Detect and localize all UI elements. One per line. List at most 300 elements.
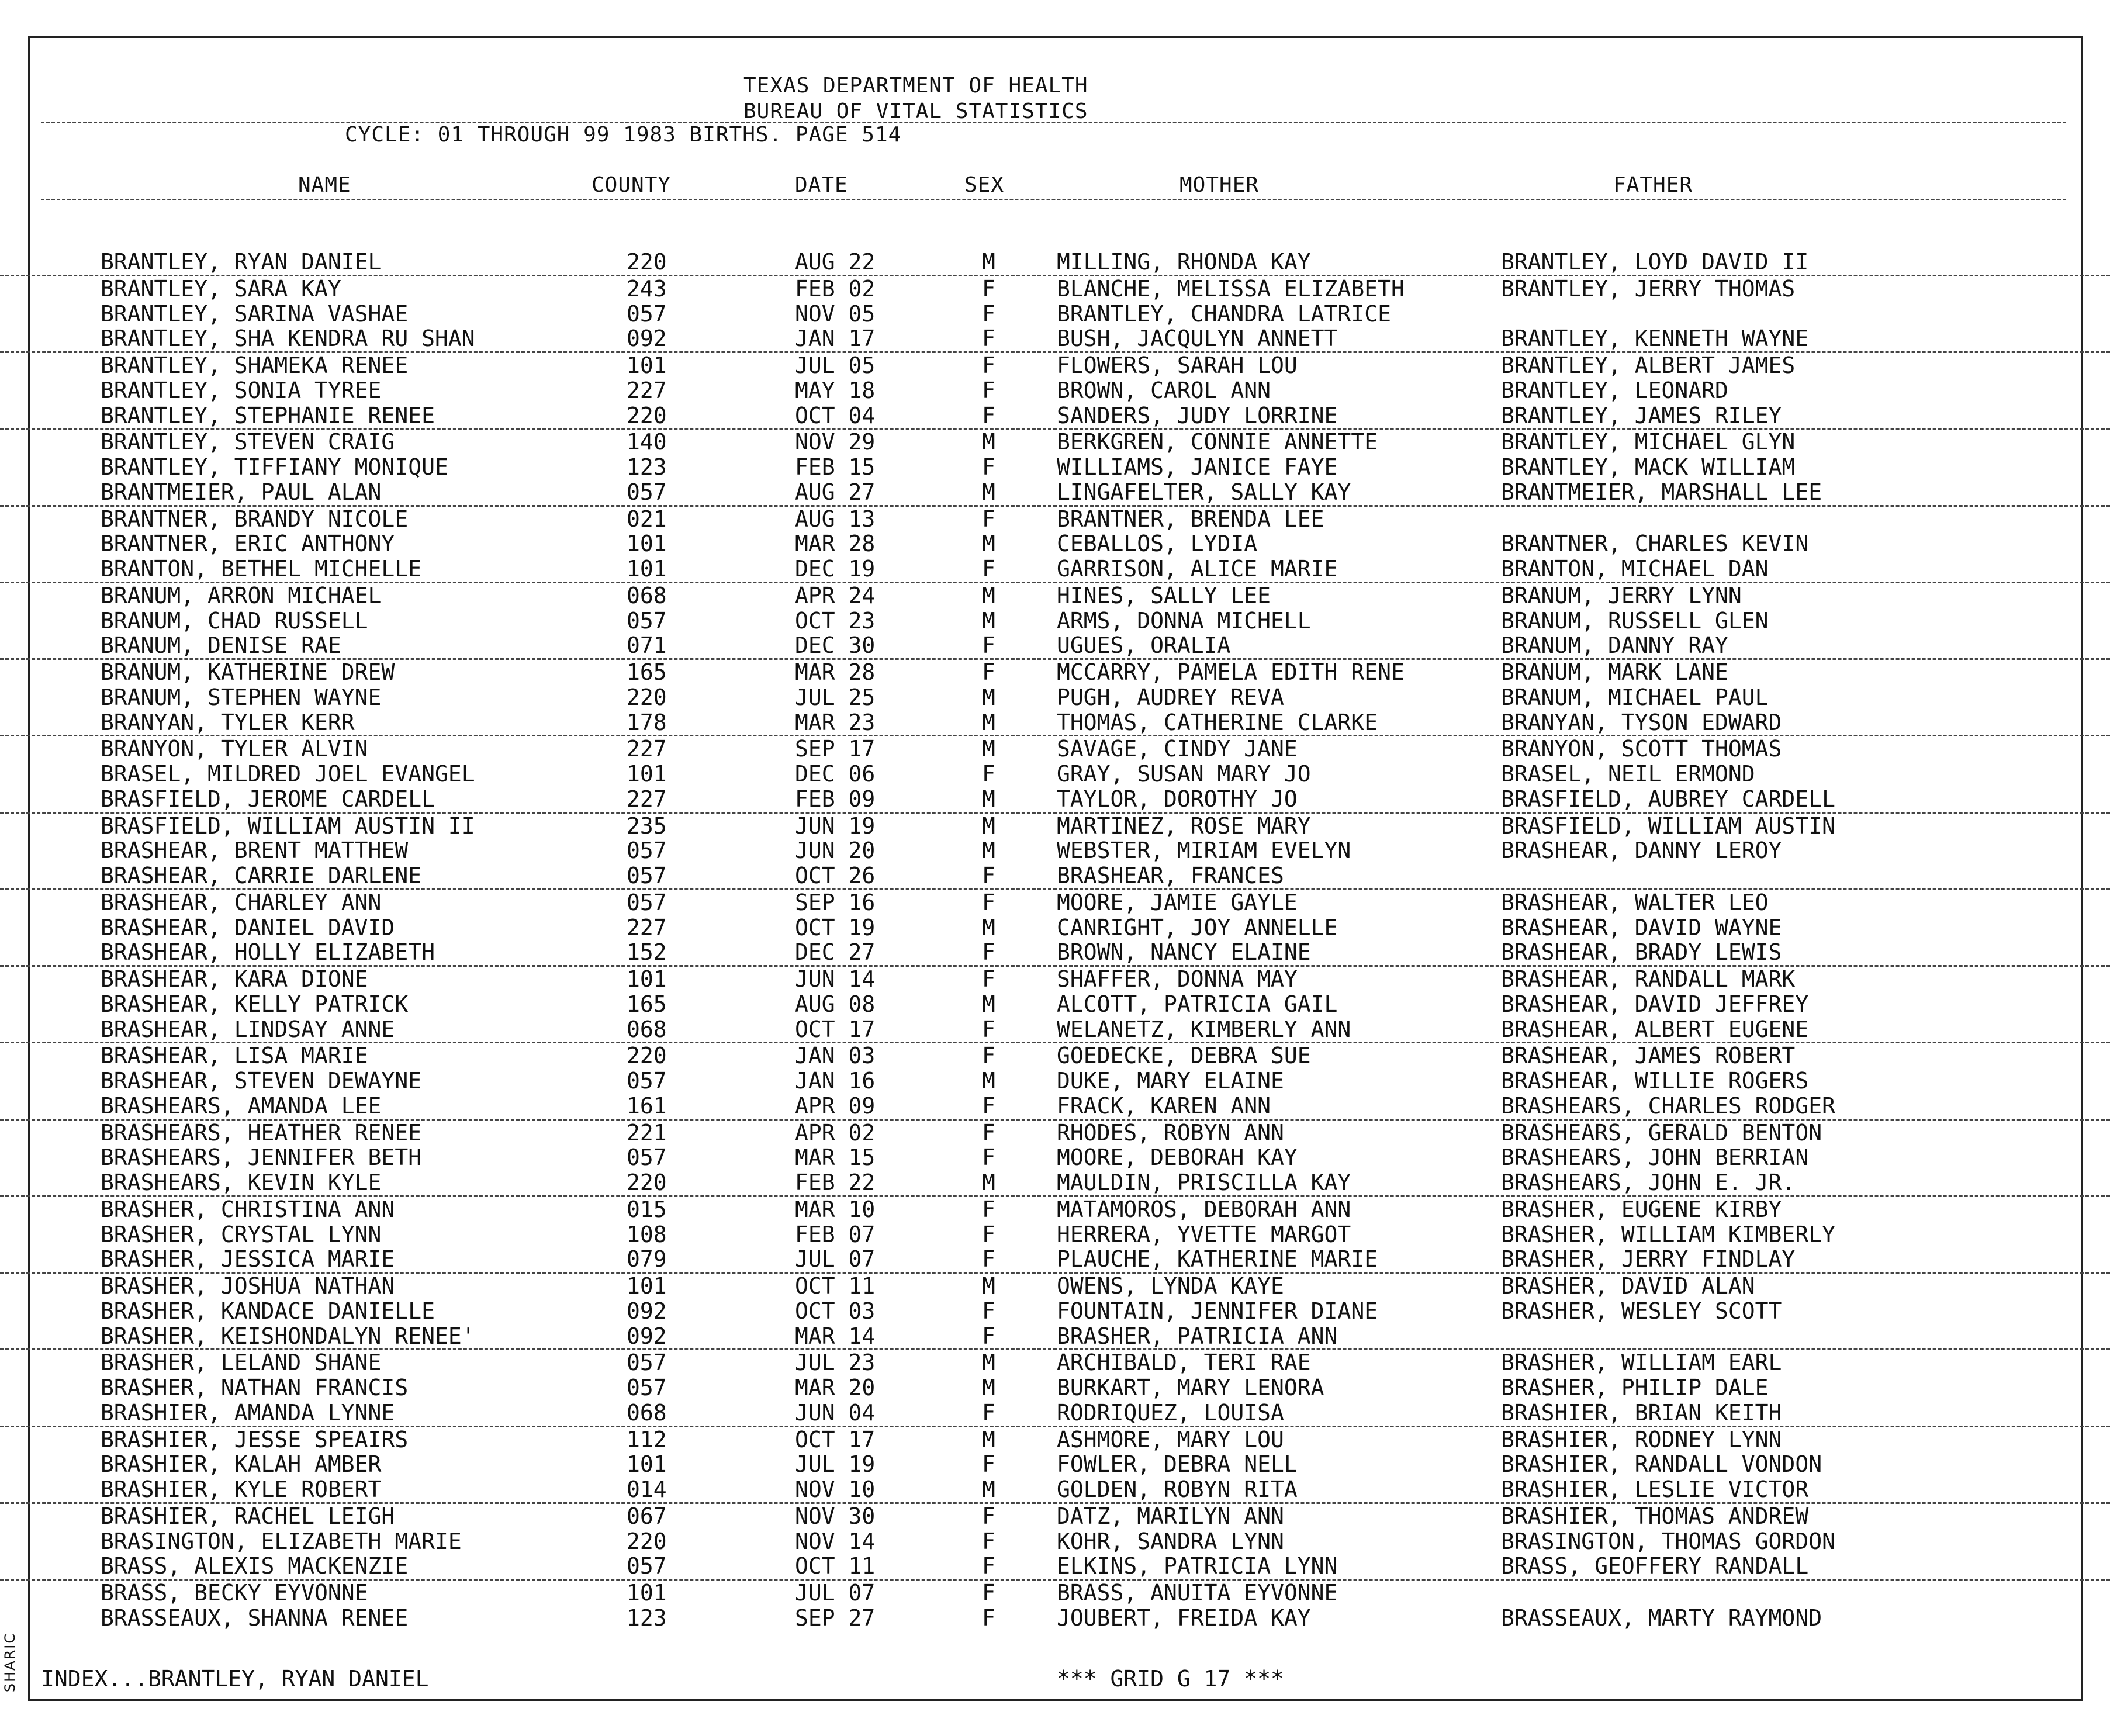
index-footer: INDEX...BRANTLEY, RYAN DANIEL (41, 1666, 429, 1692)
record-name: BRASHEAR, CHARLEY ANN (101, 889, 382, 915)
record-county: 140 (627, 429, 667, 455)
record-date: JUN 19 (795, 812, 876, 839)
record-father: BRASHEARS, CHARLES RODGER (1501, 1092, 1835, 1119)
record-father: BRANTLEY, MACK WILLIAM (1501, 454, 1796, 480)
record-row (0, 1400, 2110, 1427)
record-sex: F (982, 966, 995, 992)
record-father: BRASHIER, BRIAN KEITH (1501, 1399, 1782, 1426)
record-name: BRASHIER, KYLE ROBERT (101, 1476, 382, 1502)
record-county: 068 (627, 1399, 667, 1426)
record-father: BRANTNER, CHARLES KEVIN (1501, 531, 1809, 557)
record-father: BRASHEAR, BRADY LEWIS (1501, 939, 1782, 966)
record-mother: WILLIAMS, JANICE FAYE (1057, 454, 1338, 480)
record-name: BRANTLEY, SONIA TYREE (101, 377, 382, 403)
records-list (0, 250, 2110, 1631)
record-sex: M (982, 914, 995, 940)
record-name: BRASHER, JESSICA MARIE (101, 1246, 395, 1272)
record-date: SEP 16 (795, 889, 876, 915)
record-row (0, 1121, 2110, 1146)
record-date: FEB 09 (795, 786, 876, 812)
record-mother: BRASHER, PATRICIA ANN (1057, 1323, 1338, 1349)
record-mother: SAVAGE, CINDY JANE (1057, 736, 1298, 762)
record-row (0, 480, 2110, 507)
record-mother: DUKE, MARY ELAINE (1057, 1068, 1284, 1094)
record-sex: M (982, 1170, 995, 1195)
record-date: FEB 22 (795, 1170, 876, 1195)
record-county: 123 (627, 454, 667, 480)
record-sex: F (982, 300, 995, 327)
record-county: 057 (627, 1350, 667, 1376)
record-county: 015 (627, 1196, 667, 1222)
record-date: SEP 17 (795, 736, 876, 762)
record-sex: M (982, 1476, 995, 1502)
record-sex: F (982, 1451, 995, 1478)
record-row (0, 1606, 2110, 1631)
record-father: BRASHEARS, JOHN E. JR. (1501, 1170, 1796, 1195)
record-mother: LINGAFELTER, SALLY KAY (1057, 479, 1351, 505)
record-mother: RODRIQUEZ, LOUISA (1057, 1399, 1284, 1426)
record-row (0, 1350, 2110, 1375)
record-mother: MARTINEZ, ROSE MARY (1057, 812, 1311, 839)
record-name: BRASHER, CHRISTINA ANN (101, 1196, 395, 1222)
record-name: BRASFIELD, JEROME CARDELL (101, 786, 435, 812)
record-row (0, 838, 2110, 863)
record-name: BRASHEAR, KELLY PATRICK (101, 991, 409, 1017)
record-row (0, 556, 2110, 583)
column-header-rule (41, 199, 2066, 200)
record-date: JAN 16 (795, 1068, 876, 1094)
record-sex: F (982, 863, 995, 888)
record-date: NOV 29 (795, 429, 876, 455)
record-date: FEB 02 (795, 275, 876, 302)
record-row (0, 1145, 2110, 1170)
record-row (0, 1094, 2110, 1121)
record-county: 227 (627, 786, 667, 812)
record-father: BRASHEAR, DANNY LEROY (1501, 838, 1782, 864)
record-date: JUL 07 (795, 1246, 876, 1272)
record-row (0, 633, 2110, 660)
record-mother: UGUES, ORALIA (1057, 632, 1231, 659)
record-father: BRANYAN, TYSON EDWARD (1501, 709, 1782, 735)
record-mother: SANDERS, JUDY LORRINE (1057, 402, 1338, 428)
record-name: BRANTNER, ERIC ANTHONY (101, 531, 395, 557)
record-row (0, 1324, 2110, 1351)
record-mother: BLANCHE, MELISSA ELIZABETH (1057, 275, 1405, 302)
record-row (0, 1452, 2110, 1477)
record-sex: M (982, 812, 995, 839)
record-county: 161 (627, 1092, 667, 1119)
record-county: 057 (627, 863, 667, 888)
record-county: 227 (627, 914, 667, 940)
cycle-line: CYCLE: 01 THROUGH 99 1983 BIRTHS. PAGE 514 (345, 123, 902, 147)
record-father: BRANUM, MARK LANE (1501, 659, 1728, 685)
record-name: BRASHER, LELAND SHANE (101, 1350, 382, 1376)
record-county: 057 (627, 838, 667, 864)
record-row (0, 608, 2110, 634)
record-sex: F (982, 377, 995, 403)
record-father: BRANUM, RUSSELL GLEN (1501, 607, 1769, 634)
record-name: BRANTLEY, RYAN DANIEL (101, 249, 382, 275)
record-name: BRASHEAR, DANIEL DAVID (101, 914, 395, 940)
record-name: BRANTON, BETHEL MICHELLE (101, 556, 422, 582)
record-father: BRASHER, EUGENE KIRBY (1501, 1196, 1782, 1222)
record-sex: M (982, 838, 995, 864)
record-mother: HERRERA, YVETTE MARGOT (1057, 1221, 1351, 1247)
record-sex: F (982, 1298, 995, 1324)
record-name: BRASHEARS, JENNIFER BETH (101, 1144, 422, 1171)
column-header-sex: SEX (964, 173, 1005, 197)
record-father: BRANTON, MICHAEL DAN (1501, 556, 1769, 582)
record-date: APR 24 (795, 582, 876, 608)
record-date: FEB 07 (795, 1221, 876, 1247)
record-sex: F (982, 1580, 995, 1606)
record-mother: MAULDIN, PRISCILLA KAY (1057, 1170, 1351, 1195)
record-name: BRANUM, KATHERINE DREW (101, 659, 395, 685)
record-row (0, 1197, 2110, 1222)
record-name: BRANTLEY, SARINA VASHAE (101, 300, 409, 327)
record-father: BRASS, GEOFFERY RANDALL (1501, 1553, 1809, 1579)
record-name: BRASFIELD, WILLIAM AUSTIN II (101, 812, 475, 839)
side-label-text: SHARIC (2, 1632, 19, 1693)
record-father: BRANTLEY, LEONARD (1501, 377, 1728, 403)
record-name: BRANTLEY, TIFFIANY MONIQUE (101, 454, 448, 480)
record-name: BRANTLEY, STEVEN CRAIG (101, 429, 395, 455)
record-row (0, 915, 2110, 940)
record-sex: F (982, 761, 995, 787)
record-sex: F (982, 402, 995, 428)
record-county: 101 (627, 352, 667, 378)
record-county: 021 (627, 506, 667, 532)
record-mother: RHODES, ROBYN ANN (1057, 1119, 1284, 1146)
record-father: BRANTLEY, KENNETH WAYNE (1501, 326, 1809, 352)
record-row (0, 531, 2110, 556)
record-sex: F (982, 454, 995, 480)
record-sex: M (982, 684, 995, 710)
column-header-date: DATE (795, 173, 848, 197)
record-sex: F (982, 1323, 995, 1349)
record-county: 092 (627, 1298, 667, 1324)
record-date: AUG 27 (795, 479, 876, 505)
record-county: 165 (627, 659, 667, 685)
record-father: BRANTLEY, JAMES RILEY (1501, 402, 1782, 428)
record-father: BRASFIELD, AUBREY CARDELL (1501, 786, 1835, 812)
record-name: BRASS, BECKY EYVONNE (101, 1580, 368, 1606)
record-sex: F (982, 556, 995, 582)
record-date: NOV 14 (795, 1528, 876, 1554)
record-mother: TAYLOR, DOROTHY JO (1057, 786, 1298, 812)
record-father: BRASHEAR, DAVID WAYNE (1501, 914, 1782, 940)
record-county: 221 (627, 1119, 667, 1146)
record-county: 057 (627, 479, 667, 505)
record-county: 057 (627, 607, 667, 634)
record-name: BRANTLEY, SHA KENDRA RU SHAN (101, 326, 475, 352)
record-row (0, 276, 2110, 302)
record-date: APR 02 (795, 1119, 876, 1146)
record-county: 079 (627, 1246, 667, 1272)
record-sex: F (982, 1399, 995, 1426)
record-sex: F (982, 326, 995, 352)
record-father: BRASHIER, LESLIE VICTOR (1501, 1476, 1809, 1502)
record-sex: M (982, 1273, 995, 1299)
record-county: 092 (627, 1323, 667, 1349)
record-name: BRASEL, MILDRED JOEL EVANGEL (101, 761, 475, 787)
record-date: FEB 15 (795, 454, 876, 480)
record-name: BRANTLEY, SARA KAY (101, 275, 341, 302)
record-sex: F (982, 1092, 995, 1119)
record-mother: ELKINS, PATRICIA LYNN (1057, 1553, 1338, 1579)
record-name: BRANUM, DENISE RAE (101, 632, 341, 659)
record-date: JUN 14 (795, 966, 876, 992)
record-date: MAR 28 (795, 659, 876, 685)
record-mother: BERKGREN, CONNIE ANNETTE (1057, 429, 1378, 455)
record-date: NOV 10 (795, 1476, 876, 1502)
record-row (0, 736, 2110, 762)
record-row (0, 583, 2110, 608)
record-father: BRASHER, WILLIAM KIMBERLY (1501, 1221, 1835, 1247)
record-father: BRASSEAUX, MARTY RAYMOND (1501, 1604, 1822, 1631)
record-sex: F (982, 1119, 995, 1146)
record-name: BRASS, ALEXIS MACKENZIE (101, 1553, 409, 1579)
record-sex: F (982, 1246, 995, 1272)
record-date: OCT 11 (795, 1553, 876, 1579)
record-row (0, 1017, 2110, 1044)
record-father: BRASHER, DAVID ALAN (1501, 1273, 1755, 1299)
record-row (0, 1477, 2110, 1504)
record-name: BRANUM, CHAD RUSSELL (101, 607, 368, 634)
record-sex: F (982, 1221, 995, 1247)
record-date: OCT 19 (795, 914, 876, 940)
record-sex: F (982, 1196, 995, 1222)
record-county: 235 (627, 812, 667, 839)
record-county: 101 (627, 556, 667, 582)
record-father: BRASHER, PHILIP DALE (1501, 1375, 1769, 1400)
record-row (0, 992, 2110, 1017)
record-mother: ASHMORE, MARY LOU (1057, 1426, 1284, 1453)
record-date: DEC 27 (795, 939, 876, 966)
record-county: 101 (627, 1451, 667, 1478)
record-mother: FOUNTAIN, JENNIFER DIANE (1057, 1298, 1378, 1324)
record-row (0, 1581, 2110, 1606)
record-name: BRASHEARS, KEVIN KYLE (101, 1170, 382, 1195)
record-mother: MOORE, DEBORAH KAY (1057, 1144, 1298, 1171)
record-sex: F (982, 506, 995, 532)
record-father: BRANTLEY, LOYD DAVID II (1501, 249, 1809, 275)
record-county: 101 (627, 531, 667, 557)
record-row (0, 1375, 2110, 1400)
record-sex: M (982, 1068, 995, 1094)
record-row (0, 890, 2110, 915)
record-father: BRASHEARS, GERALD BENTON (1501, 1119, 1822, 1146)
record-date: DEC 19 (795, 556, 876, 582)
record-date: AUG 08 (795, 991, 876, 1017)
record-name: BRASSEAUX, SHANNA RENEE (101, 1604, 409, 1631)
record-name: BRANUM, ARRON MICHAEL (101, 582, 382, 608)
record-mother: CEBALLOS, LYDIA (1057, 531, 1258, 557)
record-date: SEP 27 (795, 1604, 876, 1631)
record-county: 112 (627, 1426, 667, 1453)
record-name: BRASHIER, KALAH AMBER (101, 1451, 382, 1478)
record-mother: ARCHIBALD, TERI RAE (1057, 1350, 1311, 1376)
record-county: 165 (627, 991, 667, 1017)
record-row (0, 353, 2110, 378)
column-header-county: COUNTY (592, 173, 672, 197)
record-date: AUG 13 (795, 506, 876, 532)
record-date: APR 09 (795, 1092, 876, 1119)
record-county: 152 (627, 939, 667, 966)
record-father: BRASHEAR, ALBERT EUGENE (1501, 1016, 1809, 1042)
record-sex: F (982, 1604, 995, 1631)
record-sex: M (982, 607, 995, 634)
record-name: BRASHER, JOSHUA NATHAN (101, 1273, 395, 1299)
record-date: DEC 30 (795, 632, 876, 659)
record-mother: GOLDEN, ROBYN RITA (1057, 1476, 1298, 1502)
record-row (0, 660, 2110, 685)
header-subtitle: BUREAU OF VITAL STATISTICS (743, 99, 1088, 123)
record-father: BRASHEAR, RANDALL MARK (1501, 966, 1796, 992)
record-mother: GARRISON, ALICE MARIE (1057, 556, 1338, 582)
record-sex: M (982, 736, 995, 762)
record-name: BRASHEAR, LINDSAY ANNE (101, 1016, 395, 1042)
record-sex: F (982, 352, 995, 378)
record-county: 220 (627, 684, 667, 710)
record-row (0, 710, 2110, 737)
record-mother: BROWN, CAROL ANN (1057, 377, 1271, 403)
record-row (0, 1068, 2110, 1094)
record-father: BRASINGTON, THOMAS GORDON (1501, 1528, 1835, 1554)
record-date: MAR 14 (795, 1323, 876, 1349)
record-date: OCT 23 (795, 607, 876, 634)
record-name: BRASHIER, AMANDA LYNNE (101, 1399, 395, 1426)
record-father: BRASEL, NEIL ERMOND (1501, 761, 1755, 787)
record-row (0, 1247, 2110, 1274)
record-county: 243 (627, 275, 667, 302)
record-county: 057 (627, 1375, 667, 1400)
record-date: JAN 03 (795, 1043, 876, 1069)
record-mother: THOMAS, CATHERINE CLARKE (1057, 709, 1378, 735)
record-sex: M (982, 709, 995, 735)
record-name: BRASHER, KEISHONDALYN RENEE' (101, 1323, 475, 1349)
record-father: BRANTLEY, JERRY THOMAS (1501, 275, 1796, 302)
record-father: BRASHIER, RODNEY LYNN (1501, 1426, 1782, 1453)
record-county: 220 (627, 402, 667, 428)
column-header-name: NAME (298, 173, 351, 197)
record-date: MAR 15 (795, 1144, 876, 1171)
record-date: OCT 04 (795, 402, 876, 428)
record-sex: M (982, 531, 995, 557)
record-row (0, 1299, 2110, 1324)
record-county: 123 (627, 1604, 667, 1631)
record-county: 220 (627, 1170, 667, 1195)
record-mother: SHAFFER, DONNA MAY (1057, 966, 1298, 992)
record-father: BRANTLEY, MICHAEL GLYN (1501, 429, 1796, 455)
record-sex: M (982, 1426, 995, 1453)
record-date: JUN 04 (795, 1399, 876, 1426)
record-mother: OWENS, LYNDA KAYE (1057, 1273, 1284, 1299)
record-row (0, 1170, 2110, 1197)
record-mother: BUSH, JACQULYN ANNETT (1057, 326, 1338, 352)
record-father: BRASHIER, THOMAS ANDREW (1501, 1503, 1809, 1529)
record-mother: FRACK, KAREN ANN (1057, 1092, 1271, 1119)
record-name: BRASHEAR, KARA DIONE (101, 966, 368, 992)
record-date: JUN 20 (795, 838, 876, 864)
record-name: BRANTLEY, SHAMEKA RENEE (101, 352, 409, 378)
record-mother: KOHR, SANDRA LYNN (1057, 1528, 1284, 1554)
record-name: BRASHEAR, STEVEN DEWAYNE (101, 1068, 422, 1094)
record-mother: FLOWERS, SARAH LOU (1057, 352, 1298, 378)
record-sex: M (982, 786, 995, 812)
record-county: 071 (627, 632, 667, 659)
record-mother: CANRIGHT, JOY ANNELLE (1057, 914, 1338, 940)
record-county: 227 (627, 736, 667, 762)
record-father: BRASHEAR, WILLIE ROGERS (1501, 1068, 1809, 1094)
record-date: NOV 30 (795, 1503, 876, 1529)
record-name: BRANYAN, TYLER KERR (101, 709, 355, 735)
record-mother: WELANETZ, KIMBERLY ANN (1057, 1016, 1351, 1042)
record-county: 108 (627, 1221, 667, 1247)
record-row (0, 762, 2110, 787)
column-header-mother: MOTHER (1179, 173, 1260, 197)
record-date: MAY 18 (795, 377, 876, 403)
record-sex: F (982, 1553, 995, 1579)
record-county: 057 (627, 1068, 667, 1094)
record-mother: JOUBERT, FREIDA KAY (1057, 1604, 1311, 1631)
record-name: BRASHEARS, HEATHER RENEE (101, 1119, 422, 1146)
record-sex: M (982, 479, 995, 505)
record-county: 227 (627, 377, 667, 403)
record-mother: BURKART, MARY LENORA (1057, 1375, 1324, 1400)
record-name: BRASINGTON, ELIZABETH MARIE (101, 1528, 462, 1554)
record-sex: F (982, 889, 995, 915)
grid-footer: *** GRID G 17 *** (1057, 1666, 1284, 1692)
record-father: BRANTMEIER, MARSHALL LEE (1501, 479, 1822, 505)
header-title: TEXAS DEPARTMENT OF HEALTH (743, 74, 1088, 98)
record-sex: M (982, 991, 995, 1017)
record-father: BRANUM, JERRY LYNN (1501, 582, 1742, 608)
record-sex: F (982, 1144, 995, 1171)
record-mother: BRASS, ANUITA EYVONNE (1057, 1580, 1338, 1606)
record-date: MAR 20 (795, 1375, 876, 1400)
record-mother: BRANTNER, BRENDA LEE (1057, 506, 1324, 532)
record-sex: F (982, 1016, 995, 1042)
record-row (0, 378, 2110, 403)
record-sex: F (982, 1043, 995, 1069)
record-county: 101 (627, 1273, 667, 1299)
record-county: 068 (627, 582, 667, 608)
record-row (0, 455, 2110, 480)
record-mother: PLAUCHE, KATHERINE MARIE (1057, 1246, 1378, 1272)
record-father: BRASFIELD, WILLIAM AUSTIN (1501, 812, 1835, 839)
record-father: BRASHIER, RANDALL VONDON (1501, 1451, 1822, 1478)
record-sex: M (982, 249, 995, 275)
record-county: 220 (627, 1043, 667, 1069)
record-county: 101 (627, 966, 667, 992)
record-row (0, 787, 2110, 814)
record-father: BRASHEAR, DAVID JEFFREY (1501, 991, 1809, 1017)
record-row (0, 863, 2110, 890)
record-sex: F (982, 275, 995, 302)
record-county: 101 (627, 1580, 667, 1606)
record-date: NOV 05 (795, 300, 876, 327)
record-mother: FOWLER, DEBRA NELL (1057, 1451, 1298, 1478)
record-name: BRASHEARS, AMANDA LEE (101, 1092, 382, 1119)
record-sex: F (982, 659, 995, 685)
record-mother: ARMS, DONNA MICHELL (1057, 607, 1311, 634)
record-sex: F (982, 1528, 995, 1554)
record-mother: ALCOTT, PATRICIA GAIL (1057, 991, 1338, 1017)
record-row (0, 1529, 2110, 1554)
record-name: BRASHIER, JESSE SPEAIRS (101, 1426, 409, 1453)
record-name: BRASHEAR, CARRIE DARLENE (101, 863, 422, 888)
